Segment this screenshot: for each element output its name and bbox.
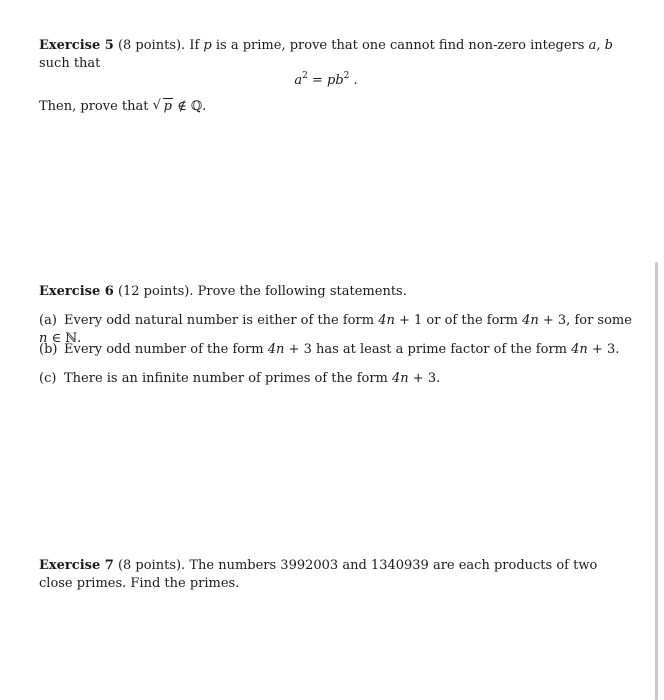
item-c-text-1: There is an infinite number of primes of the form: [64, 371, 393, 386]
equation-exp-1: 2: [302, 71, 308, 81]
item-b-text-2: + 3 has at least a prime factor of the form: [284, 342, 572, 357]
exercise-7-text: The numbers 3992003 and 1340939 are each products of two close primes. Find the primes.: [39, 558, 598, 591]
item-a-text-1: Every odd natural number is either of the form: [64, 313, 379, 328]
exercise-5-then: [39, 98, 629, 116]
sqrt-radical-symbol: √: [152, 98, 161, 113]
exercise-5-text-c: such that: [39, 56, 101, 71]
exercise-5: [39, 37, 629, 73]
exercise-6-intro: Prove the following statements.: [193, 284, 407, 299]
item-b-text-3: + 3.: [587, 342, 620, 357]
item-a-math-1: 4n: [378, 313, 395, 328]
scrollbar[interactable]: [655, 262, 658, 700]
equation-mid: = pb: [307, 73, 344, 88]
exercise-6-points: (12 points).: [117, 284, 194, 299]
exercise-5-equation: [0, 73, 664, 88]
item-c-text-2: + 3.: [408, 371, 441, 386]
exercise-7-title: Exercise 7: [39, 558, 114, 573]
item-a-math-3: n: [39, 331, 48, 346]
exercise-5-notin-q: ∉ ℚ.: [172, 99, 207, 114]
item-label: (b): [39, 342, 58, 357]
exercise-6-item-c: [39, 370, 639, 388]
item-a-text-2: + 1 or of the form: [394, 313, 523, 328]
item-a-text-4: ∈ ℕ.: [47, 331, 82, 346]
equation-exp-2: 2: [343, 71, 350, 81]
exercise-5-var-p: p: [203, 38, 212, 53]
item-a-math-2: 4n: [522, 313, 539, 328]
exercise-5-text-b: is a prime, prove that one cannot find non-zero integers: [211, 38, 589, 53]
exercise-5-vars-ab: a, b: [588, 38, 613, 53]
sqrt-radicand: p: [163, 99, 172, 114]
exercise-5-text-a: If: [185, 38, 204, 53]
exercise-7: [39, 557, 629, 593]
exercise-6: [39, 283, 629, 301]
exercise-5-title: Exercise 5: [39, 38, 114, 53]
item-a-text-3: + 3, for some: [538, 313, 632, 328]
exercise-6-item-b: [39, 341, 639, 359]
equation-tail: .: [349, 73, 358, 88]
item-b-text-1: Every odd number of the form: [64, 342, 268, 357]
sqrt-p: [153, 98, 173, 116]
exercise-5-then-text: Then, prove that: [39, 99, 153, 114]
exercise-6-title: Exercise 6: [39, 284, 114, 299]
exercise-7-points: (8 points).: [117, 558, 186, 573]
item-label: (a): [39, 313, 57, 328]
item-label: (c): [39, 371, 57, 386]
exercise-5-points: (8 points).: [117, 38, 186, 53]
item-c-math-1: 4n: [392, 371, 409, 386]
item-b-math-1: 4n: [267, 342, 285, 357]
equation-lhs: a: [294, 73, 303, 88]
item-b-math-2: 4n: [571, 342, 588, 357]
